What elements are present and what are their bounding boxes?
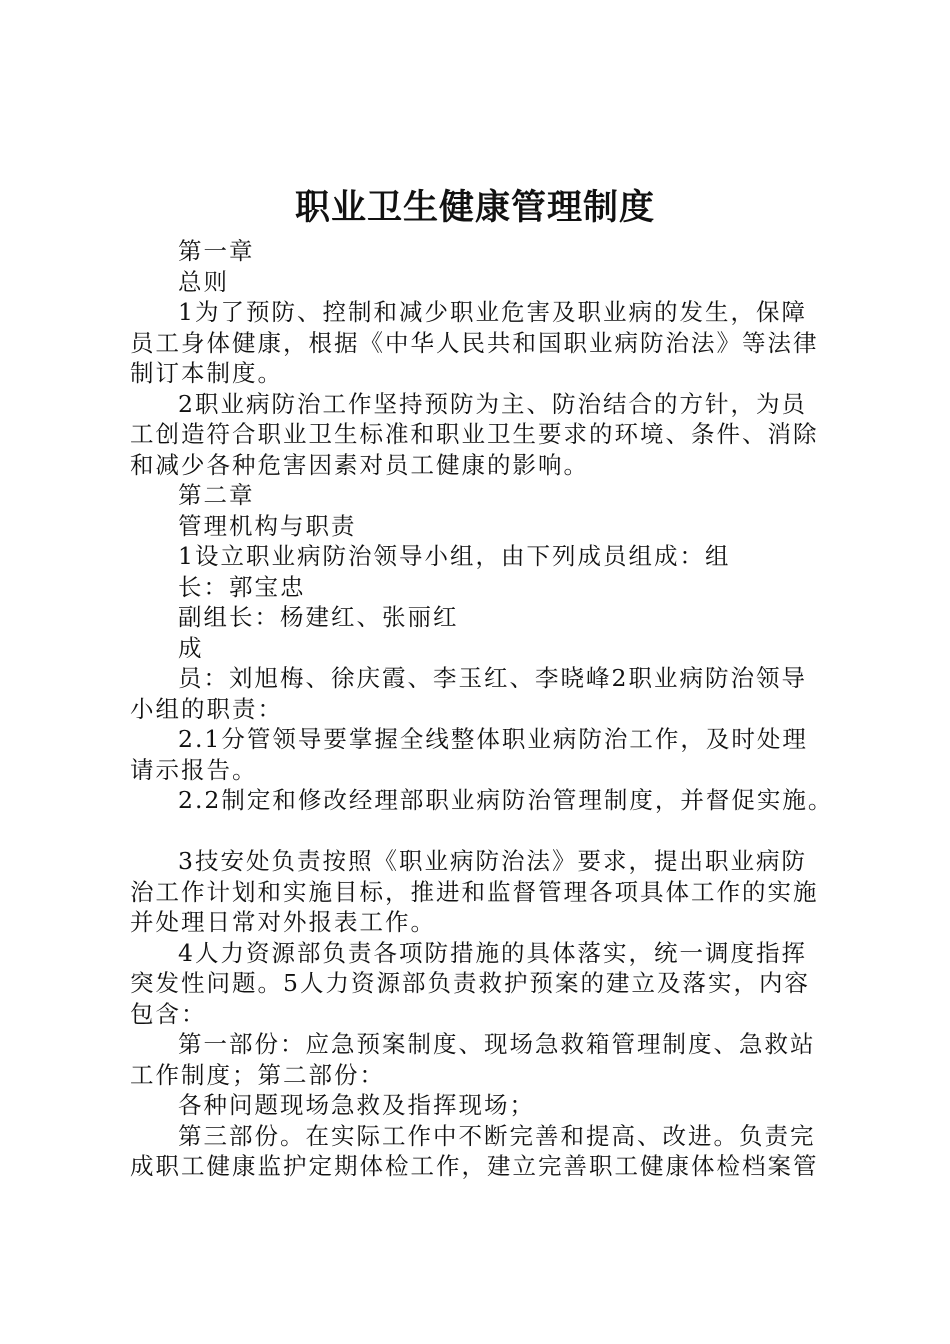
paragraph-line: 第三部份。在实际工作中不断完善和提高、改进。负责完	[178, 1121, 816, 1150]
document-title: 职业卫生健康管理制度	[294, 187, 655, 228]
chapter-1-number: 第一章	[178, 237, 255, 265]
paragraph-line: 包含：	[130, 999, 207, 1028]
paragraph-line: 4人力资源部负责各项防措施的具体落实，统一调度指挥	[178, 938, 807, 967]
paragraph-line: 3技安处负责按照《职业病防治法》要求，提出职业病防	[178, 847, 807, 875]
paragraph-line: 工作制度；第二部份：	[130, 1060, 385, 1089]
paragraph-line: 各种问题现场急救及指挥现场；	[178, 1091, 535, 1119]
paragraph-line: 2.1分管领导要掌握全线整体职业病防治工作，及时处理	[178, 725, 808, 753]
document-body	[130, 236, 835, 1182]
paragraph-line: 小组的职责：	[130, 694, 283, 723]
paragraph-line: 治工作计划和实施目标，推进和监督管理各项具体工作的实施	[130, 877, 819, 906]
paragraph-line: 并处理日常对外报表工作。	[130, 908, 436, 936]
chapter-2-number: 第二章	[178, 481, 255, 509]
paragraph-line: 第一部份：应急预案制度、现场急救箱管理制度、急救站	[178, 1030, 816, 1058]
paragraph-line: 1为了预防、控制和减少职业危害及职业病的发生，保障	[178, 298, 807, 326]
paragraph-line: 2职业病防治工作坚持预防为主、防治结合的方针，为员	[178, 389, 807, 418]
chapter-2-heading: 管理机构与职责	[178, 511, 357, 540]
paragraph-line: 员工身体健康，根据《中华人民共和国职业病防治法》等法律	[130, 328, 819, 357]
paragraph-line: 突发性问题。5人力资源部负责救护预案的建立及落实，内容	[130, 969, 810, 997]
paragraph-line: 工创造符合职业卫生标准和职业卫生要求的环境、条件、消除	[130, 420, 819, 448]
paragraph-line: 1设立职业病防治领导小组，由下列成员组成：组	[178, 542, 731, 570]
paragraph-line: 制订本制度。	[130, 359, 283, 387]
chapter-1-heading: 总则	[178, 267, 229, 296]
paragraph-line: 请示报告。	[130, 755, 258, 784]
blank-line	[130, 816, 835, 847]
paragraph-line: 成	[178, 633, 204, 662]
paragraph-line: 副组长：杨建红、张丽红	[178, 603, 459, 631]
paragraph-line: 2.2制定和修改经理部职业病防治管理制度，并督促实施。	[178, 786, 834, 814]
paragraph-line: 和减少各种危害因素对员工健康的影响。	[130, 450, 589, 479]
paragraph-line: 成职工健康监护定期体检工作，建立完善职工健康体检档案管	[130, 1152, 819, 1180]
paragraph-line: 员：刘旭梅、徐庆霞、李玉红、李晓峰2职业病防治领导	[178, 664, 807, 692]
paragraph-line: 长：郭宝忠	[178, 572, 306, 601]
